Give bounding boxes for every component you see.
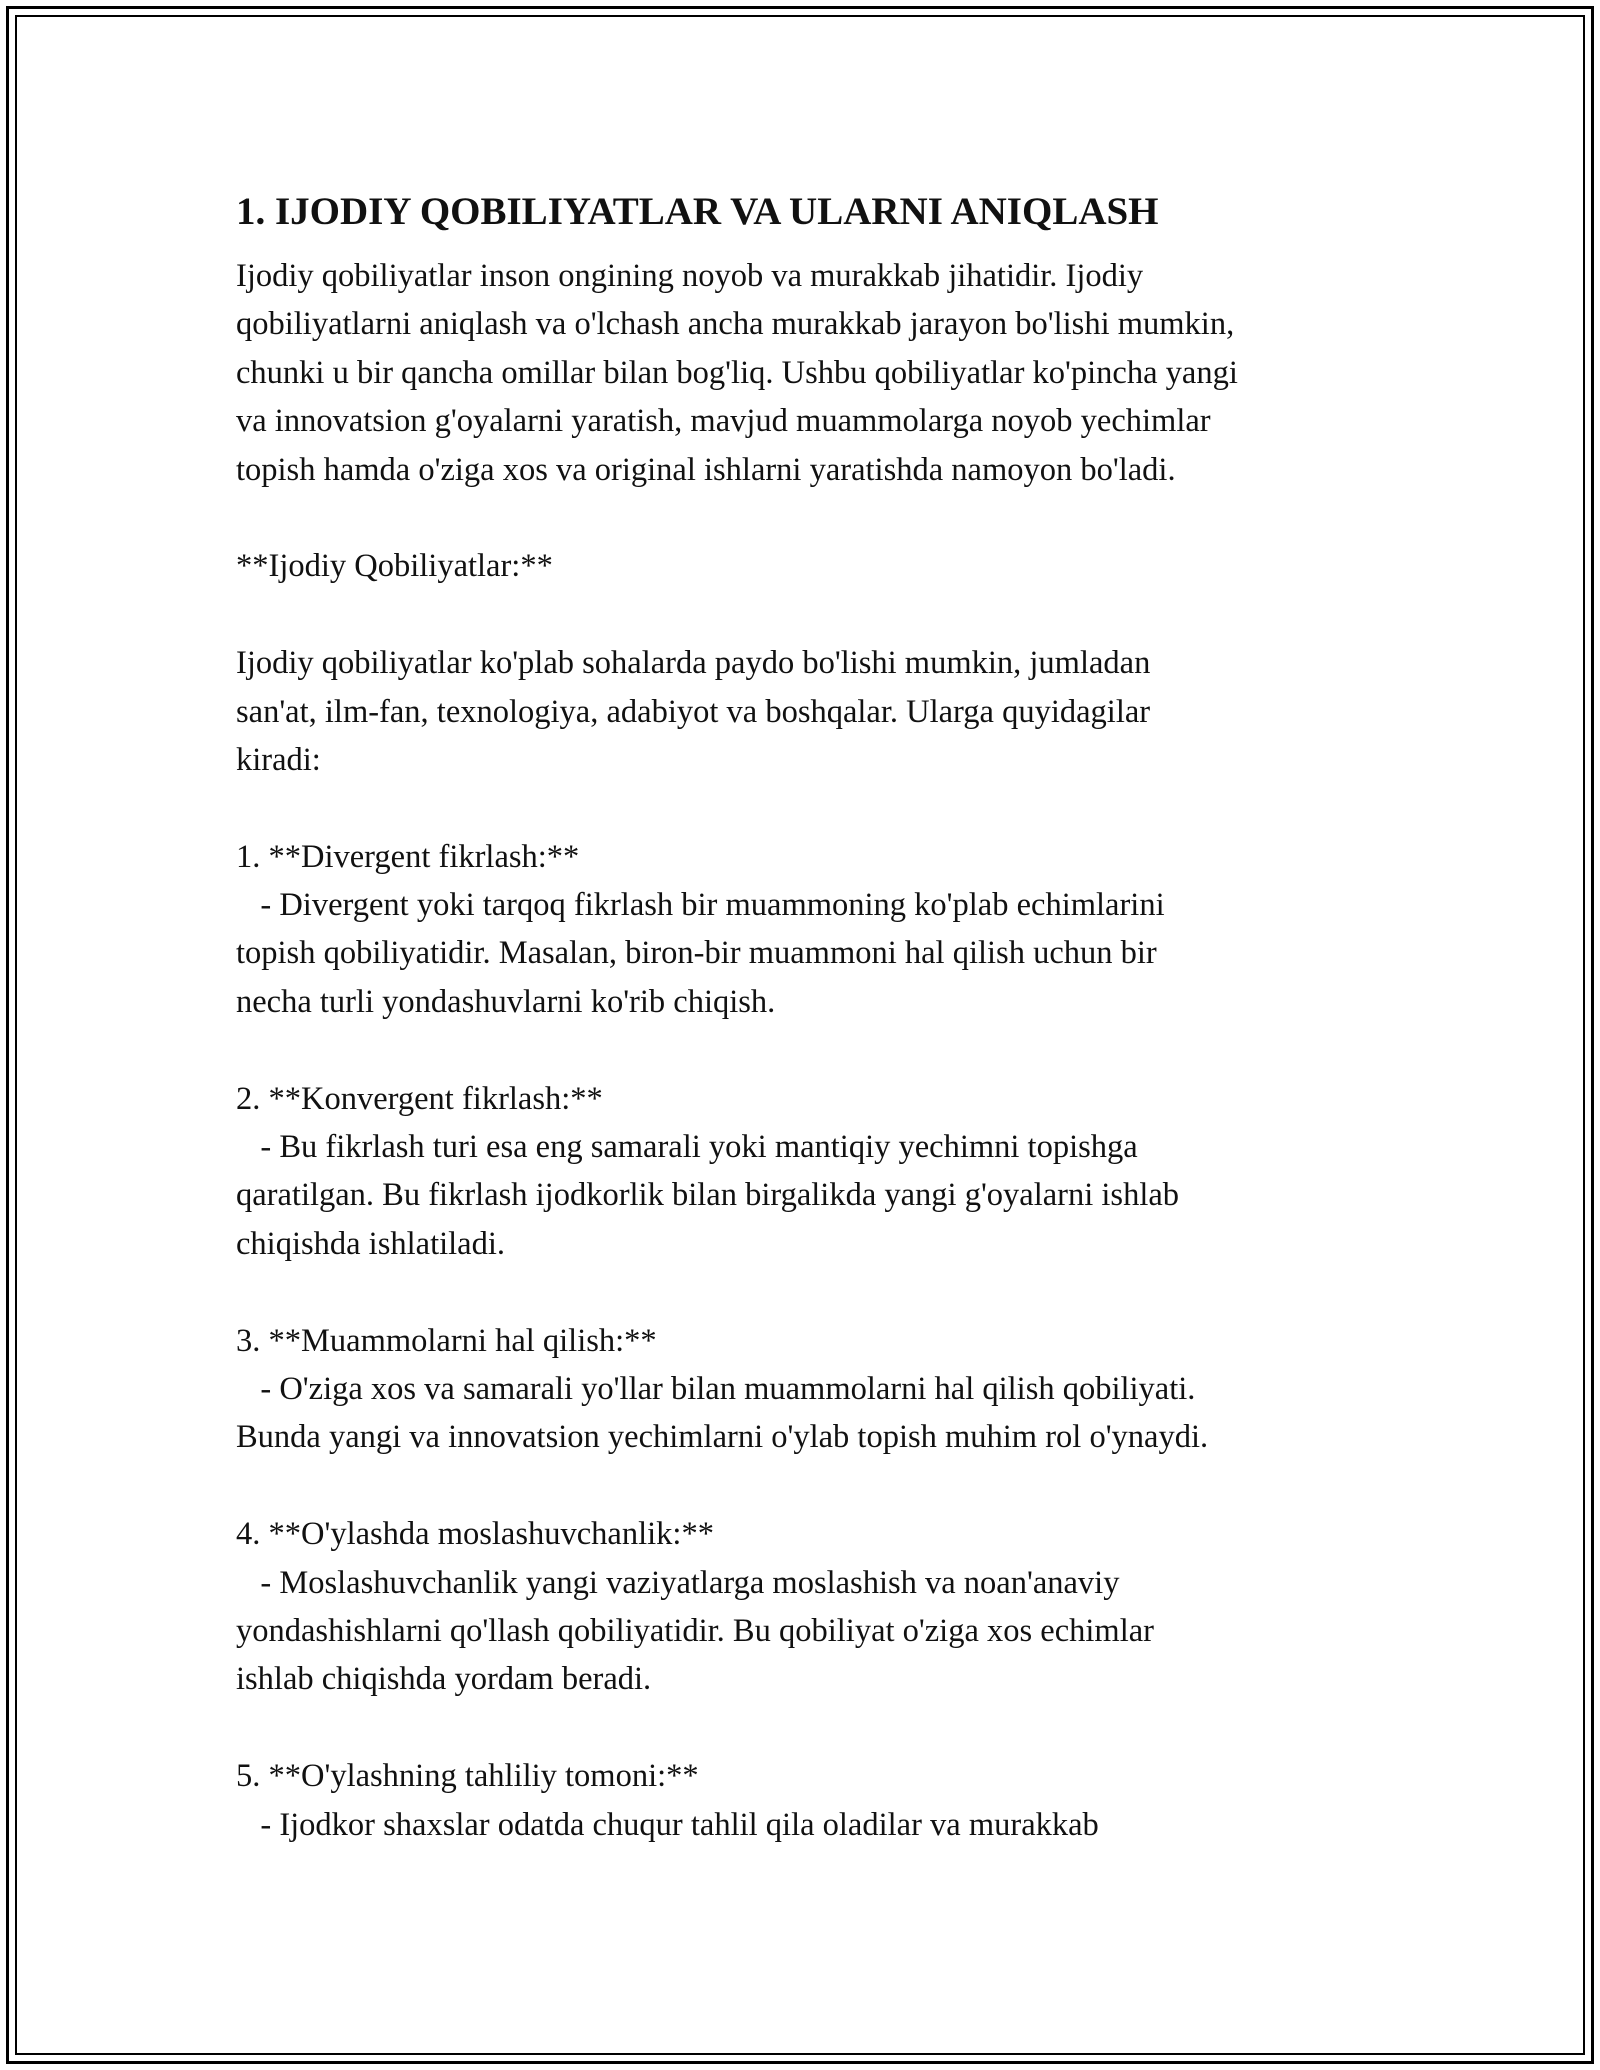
text-line: qaratilgan. Bu fikrlash ijodkorlik bilan birgalikda yangi g'oyalarni ishlab: [236, 1177, 1180, 1214]
document-title: 1. IJODIY QOBILIYATLAR VA ULARNI ANIQLASH: [236, 190, 1159, 233]
text-line: topish hamda o'ziga xos va original ishlarni yaratishda namoyon bo'ladi.: [236, 451, 1176, 488]
text-line: ishlab chiqishda yordam beradi.: [236, 1661, 652, 1698]
text-line: **Ijodiy Qobiliyatlar:**: [236, 548, 553, 585]
text-line: 5. **O'ylashning tahliliy tomoni:**: [236, 1758, 699, 1795]
text-line: san'at, ilm-fan, texnologiya, adabiyot va boshqalar. Ularga quyidagilar: [236, 693, 1151, 730]
document-body: [236, 252, 1386, 1849]
text-line: chunki u bir qancha omillar bilan bog'liq. Ushbu qobiliyatlar ko'pincha yangi: [236, 354, 1238, 391]
blank-line: [236, 1268, 1386, 1316]
text-line: - Ijodkor shaxslar odatda chuqur tahlil qila oladilar va murakkab: [236, 1806, 1099, 1843]
text-line: 3. **Muammolarni hal qilish:**: [236, 1322, 657, 1359]
text-line: Bunda yangi va innovatsion yechimlarni o'ylab topish muhim rol o'ynaydi.: [236, 1419, 1209, 1456]
blank-line: [236, 784, 1386, 832]
blank-line: [236, 1462, 1386, 1510]
text-line: - Divergent yoki tarqoq fikrlash bir muammoning ko'plab echimlarini: [236, 887, 1165, 924]
text-line: chiqishda ishlatiladi.: [236, 1225, 505, 1262]
text-line: - Moslashuvchanlik yangi vaziyatlarga moslashish va noan'anaviy: [236, 1564, 1120, 1601]
text-line: 2. **Konvergent fikrlash:**: [236, 1080, 603, 1117]
text-line: Ijodiy qobiliyatlar inson ongining noyob va murakkab jihatidir. Ijodiy: [236, 258, 1144, 294]
blank-line: [236, 1026, 1386, 1074]
text-line: 4. **O'ylashda moslashuvchanlik:**: [236, 1516, 714, 1553]
text-line: Ijodiy qobiliyatlar ko'plab sohalarda paydo bo'lishi mumkin, jumladan: [236, 645, 1151, 682]
text-line: - O'ziga xos va samarali yo'llar bilan muammolarni hal qilish qobiliyati.: [236, 1370, 1196, 1407]
text-line: kiradi:: [236, 741, 321, 778]
text-line: qobiliyatlarni aniqlash va o'lchash ancha murakkab jarayon bo'lishi mumkin,: [236, 306, 1235, 343]
text-line: 1. **Divergent fikrlash:**: [236, 838, 580, 875]
text-line: topish qobiliyatidir. Masalan, biron-bir muammoni hal qilish uchun bir: [236, 935, 1157, 972]
blank-line: [236, 494, 1386, 542]
blank-line: [236, 1704, 1386, 1752]
text-line: va innovatsion g'oyalarni yaratish, mavjud muammolarga noyob yechimlar: [236, 403, 1211, 440]
document-content: [236, 186, 1386, 1849]
text-line: - Bu fikrlash turi esa eng samarali yoki mantiqiy yechimni topishga: [236, 1129, 1138, 1166]
blank-line: [236, 591, 1386, 639]
text-line: yondashishlarni qo'llash qobiliyatidir. Bu qobiliyat o'ziga xos echimlar: [236, 1612, 1154, 1649]
text-line: necha turli yondashuvlarni ko'rib chiqish.: [236, 983, 776, 1020]
